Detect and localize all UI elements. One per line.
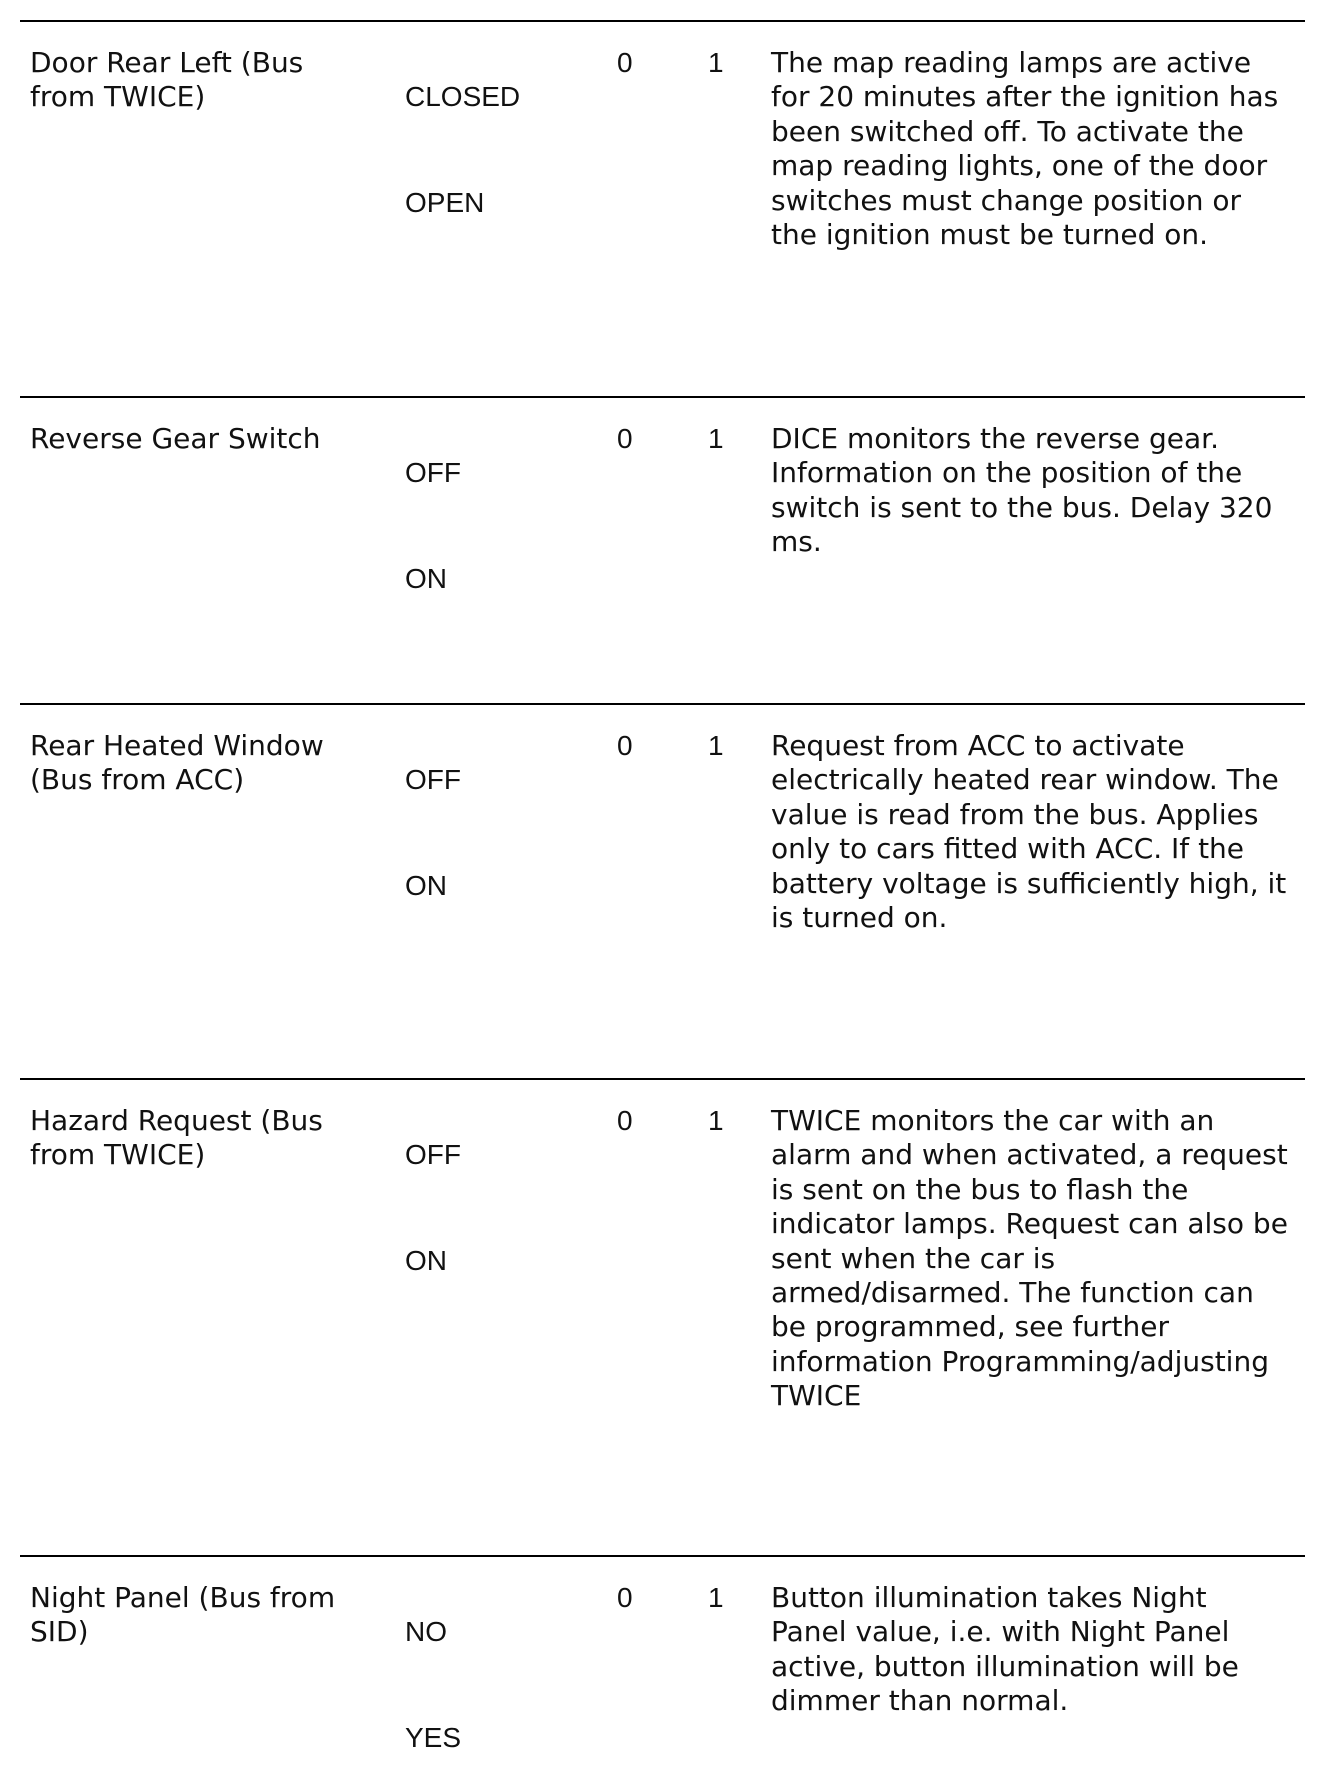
description: The map reading lamps are active for 20 minutes after the ignition has been switched off. To activate the map reading lights, one of the door switches must change position or the ignition must be turned on. (771, 46, 1279, 252)
state-value: YES (405, 1722, 462, 1754)
value-0: 0 (617, 47, 633, 78)
state-value: OPEN (405, 187, 485, 219)
value-0: 0 (617, 730, 633, 761)
state-value: ON (405, 870, 447, 902)
table-row (20, 1555, 1305, 1754)
value-0: 0 (617, 1105, 633, 1136)
table-row (20, 20, 1305, 376)
description: Button illumination takes Night Panel value, i.e. with Night Panel active, button illumination will be dimmer than normal. (771, 1581, 1239, 1718)
signal-name: Night Panel (Bus from SID) (30, 1581, 336, 1649)
state-value: CLOSED (405, 81, 521, 113)
state-list (405, 1581, 585, 1790)
value-1: 1 (708, 423, 724, 454)
state-value: OFF (405, 457, 461, 489)
value-1: 1 (708, 1105, 724, 1136)
signal-name: Hazard Request (Bus from TWICE) (30, 1104, 323, 1172)
table-row (20, 703, 1305, 1080)
state-value: OFF (405, 1139, 461, 1171)
signal-name: Door Rear Left (Bus from TWICE) (30, 46, 304, 114)
description: DICE monitors the reverse gear. Information on the position of the switch is sent to the bus. Delay 320 ms. (771, 422, 1273, 559)
value-1: 1 (708, 730, 724, 761)
description: Request from ACC to activate electrically heated rear window. The value is read from the bus. Applies only to cars fitted with ACC. If the battery voltage is sufficiently high, it is turned on. (771, 729, 1287, 935)
description: TWICE monitors the car with an alarm and when activated, a request is sent on the bus to flash the indicator lamps. Request can also be sent when the car is armed/disarmed. The function can be programmed, see further information Programming/adjusting TWICE (771, 1104, 1288, 1413)
state-value: OFF (405, 764, 461, 796)
state-list (405, 729, 585, 938)
state-list (405, 46, 585, 255)
state-value: ON (405, 563, 447, 595)
value-0: 0 (617, 423, 633, 454)
value-0: 0 (617, 1582, 633, 1613)
value-1: 1 (708, 1582, 724, 1613)
table-row (20, 1078, 1305, 1557)
signal-name: Rear Heated Window (Bus from ACC) (30, 729, 324, 797)
table-row (20, 396, 1305, 705)
state-list (405, 422, 585, 631)
state-value: NO (405, 1616, 447, 1648)
state-value: ON (405, 1245, 447, 1277)
value-1: 1 (708, 47, 724, 78)
signal-name: Reverse Gear Switch (30, 422, 321, 455)
state-list (405, 1104, 585, 1313)
